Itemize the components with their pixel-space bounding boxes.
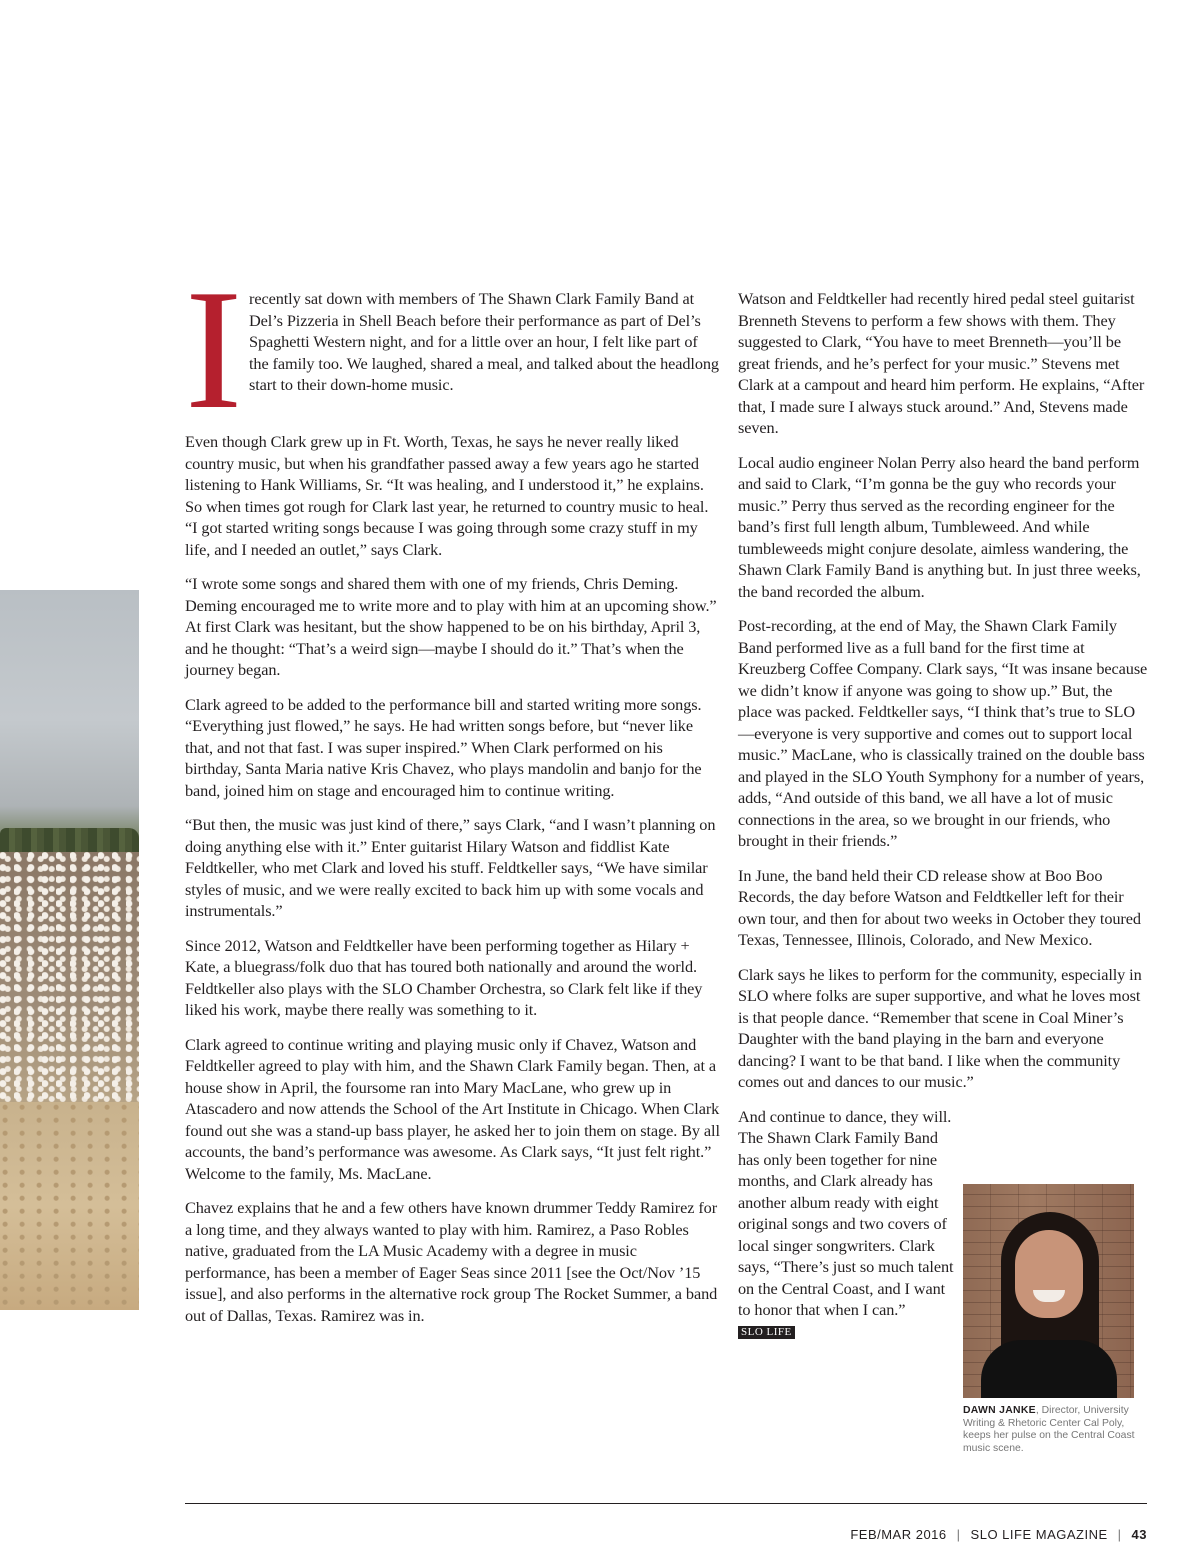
- author-caption: [963, 1405, 1143, 1455]
- issue-date: FEB/MAR 2016: [850, 1527, 947, 1542]
- paragraph: In June, the band held their CD release show at Boo Boo Records, the day before Watson and Feldtkeller left for their own tour, and then for about two weeks in October they toured Texas, Tennessee, Illinois, Colorado, and New Mexico.: [738, 865, 1141, 949]
- paragraph: Even though Clark grew up in Ft. Worth, Texas, he says he never really liked country music, but when his grandfather passed away a few years ago he started listening to Hank Williams, Sr. “It was healing, and I understood it,” he explains. So when times got rough for Clark last year, he returned to country music to heal. “I got started writing songs because I was going through some crazy stuff in my life, and I needed an outlet,” says Clark.: [185, 432, 709, 559]
- author-photo: [963, 1184, 1134, 1398]
- paragraph: Clark says he likes to perform for the community, especially in SLO where folks are super supportive, and what he loves most is that people dance. “Remember that scene in Coal Miner’s Daughter with the band playing in the barn and everyone dancing? I want to be that band. I like when the community comes out and dances to our music.”: [738, 964, 1142, 1091]
- paragraph: “But then, the music was just kind of there,” says Clark, “and I wasn’t planning on doing anything else with it.” Enter guitarist Hilary Watson and fiddlist Kate Feldtkeller, who met Clark and loved his stuff. Feldtkeller says, “We have similar styles of music, and we were really excited to back him up with some vocals and instrumentals.”: [185, 815, 716, 920]
- author-bio: , Director, University Writing & Rhetoric Center Cal Poly, keeps her pulse on the Central Coast music scene.: [963, 1405, 1135, 1454]
- page-number: 43: [1131, 1527, 1147, 1542]
- paragraph: Post-recording, at the end of May, the Shawn Clark Family Band performed live as a full band for the first time at Kreuzberg Coffee Company. Clark says, “It was insane because we didn’t know if anyone was going to show up.” But, the place was packed. Feldtkeller says, “I think that’s true to SLO—everyone is very supportive and comes out to support local music.” MacLane, who is classically trained on the double bass and played in the SLO Youth Symphony for a number of years, adds, “And outside of this band, we all have a lot of music connections in the area, so we brought in our friends, who brought in their friends.”: [738, 616, 1148, 850]
- intro-text: recently sat down with members of The Shawn Clark Family Band at Del’s Pizzeria in Shell Beach before their performance as part of Del’s Spaghetti Western night, and for a little over an hour, I felt like part of the family too. We laughed, shared a meal, and talked about the headlong start to their down-home music.: [249, 289, 719, 394]
- paragraph: Since 2012, Watson and Feldtkeller have been performing together as Hilary + Kate, a bluegrass/folk duo that has toured both nationally and around the world. Feldtkeller also plays with the SLO Chamber Orchestra, so Clark felt like if they liked his work, maybe there really was something to it.: [185, 935, 703, 1019]
- author-name: DAWN JANKE: [963, 1405, 1036, 1416]
- dirt-ground: [0, 1102, 139, 1310]
- tree-line: [0, 828, 139, 854]
- paragraph: Clark agreed to be added to the performance bill and started writing more songs. “Everything just flowed,” he says. He had written songs before, but “never like that, and not that fast. I was super inspired.” When Clark performed on his birthday, Santa Maria native Kris Chavez, who plays mandolin and banjo for the band, joined him on stage and encouraged him to continue writing.: [185, 694, 702, 800]
- paragraph: Chavez explains that he and a few others have known drummer Teddy Ramirez for a long time, and they always wanted to play with him. Ramirez, a Paso Robles native, graduated from the LA Music Academy with a degree in music performance, has been a member of Eager Seas since 2011 [see the Oct/Nov ’15 issue], and also performs in the alternative rock group The Rocket Summer, a band out of Dallas, Texas. Ramirez was in.: [185, 1198, 718, 1325]
- closing-text: And continue to dance, they will. The Shawn Clark Family Band has only been together for nine months, and Clark already has another album ready with eight original songs and two covers of local singer songwriters. Clark says, “There’s just so much talent on the Central Coast, and I want to honor that when I can.”: [738, 1106, 954, 1319]
- footer-rule: [185, 1503, 1147, 1504]
- cotton-rows: [0, 852, 139, 1102]
- paragraph: “I wrote some songs and shared them with one of my friends, Chris Deming. Deming encouraged me to write more and to play with him at an upcoming show.” At first Clark was hesitant, but the show happened to be on his birthday, April 3, and he thought: “That’s a weird sign—maybe I should do it.” That’s when the journey began.: [185, 574, 717, 679]
- page-footer: [850, 1527, 1147, 1542]
- intro-paragraph: [185, 255, 720, 445]
- closing-paragraph: [738, 1106, 958, 1343]
- footer-separator: |: [956, 1527, 961, 1542]
- drop-cap: I: [185, 255, 243, 445]
- author-face: [1015, 1230, 1083, 1318]
- paragraph: Clark agreed to continue writing and playing music only if Chavez, Watson and Feldtkeller agreed to play with him, and the Shawn Clark Family began. Then, at a house show in April, the foursome ran into Mary MacLane, who grew up in Atascadero and now attends the School of the Art Institute in Chicago. When Clark found out she was a stand-up bass player, he asked her to join them on stage. By all accounts, the band’s performance was awesome. As Clark says, “It just felt right.” Welcome to the family, Ms. MacLane.: [185, 1034, 720, 1183]
- footer-separator: |: [1117, 1527, 1122, 1542]
- magazine-name: SLO LIFE MAGAZINE: [970, 1527, 1108, 1542]
- paragraph: Local audio engineer Nolan Perry also heard the band perform and said to Clark, “I’m gonna be the guy who records your music.” Perry thus served as the recording engineer for the band’s first full length album, Tumbleweed. And while tumbleweeds might conjure desolate, aimless wandering, the Shawn Clark Family Band is anything but. In just three weeks, the band recorded the album.: [738, 452, 1141, 601]
- article-column-left: [185, 255, 720, 1339]
- cotton-field-photo: [0, 590, 139, 1310]
- author-shoulders: [981, 1340, 1117, 1398]
- paragraph: Watson and Feldtkeller had recently hired pedal steel guitarist Brenneth Stevens to perform a few shows with them. They suggested to Clark, “You have to meet Brenneth—you’ll be great friends, and he’s perfect for your music.” Stevens met Clark at a campout and heard him perform. He explains, “After that, I made sure I always stuck around.” And, Stevens made seven.: [738, 289, 1145, 437]
- slo-life-end-mark: SLO LIFE: [738, 1326, 795, 1339]
